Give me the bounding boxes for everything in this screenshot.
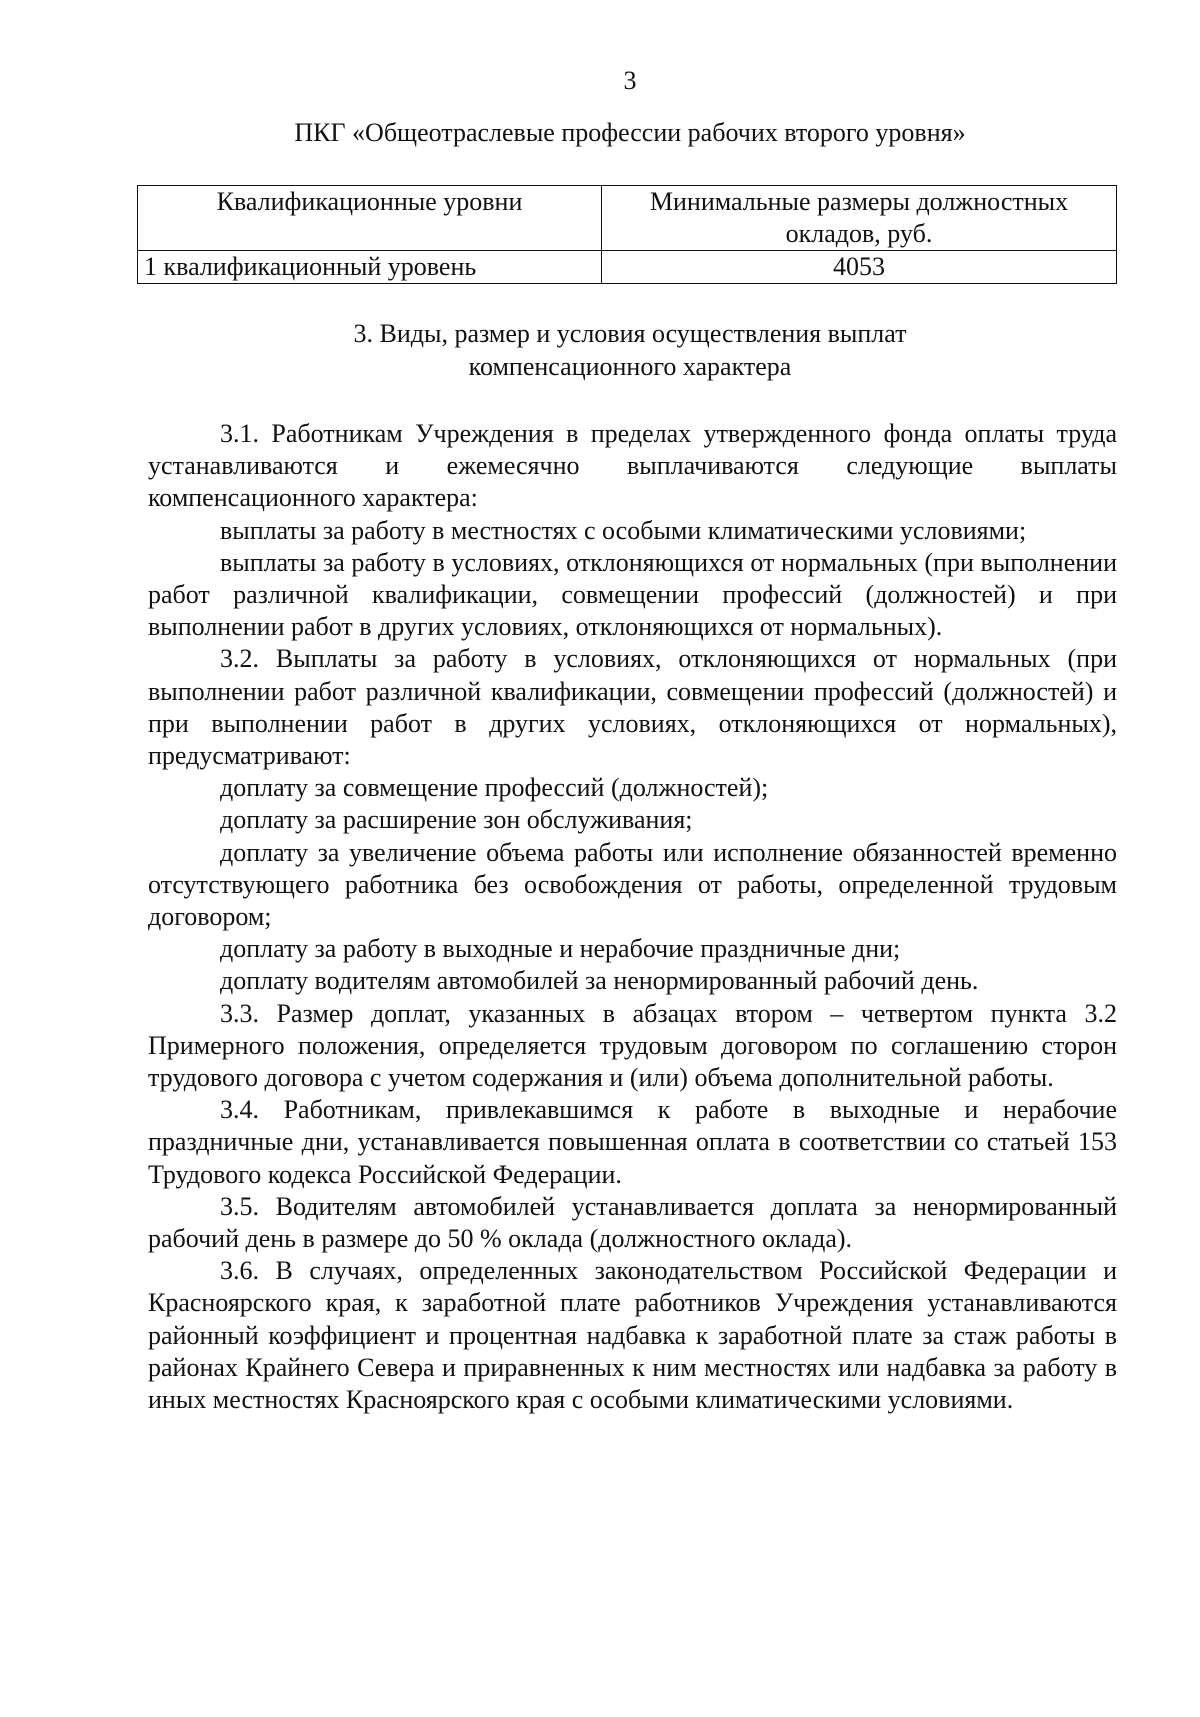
list-item: доплату водителям автомобилей за ненормированный рабочий день. — [220, 966, 979, 996]
section-heading-line-1: 3. Виды, размер и условия осуществления выплат — [353, 319, 907, 348]
table-cell-salary: 4053 — [602, 251, 1117, 284]
salary-table — [137, 185, 1117, 284]
list-item: доплату за расширение зон обслуживания; — [220, 805, 693, 835]
pkg-title: ПКГ «Общеотраслевые профессии рабочих второго уровня» — [294, 118, 966, 147]
paragraph-3-3: 3.3. Размер доплат, указанных в абзацах втором – четвертом пункта 3.2 Примерного положения, определяется трудовым договором по соглашению сторон трудового договора с учетом содержания и (или) объема дополнительной работы. — [148, 998, 1117, 1093]
column-header-levels: Квалификационные уровни — [138, 186, 602, 251]
table-row — [138, 251, 1117, 284]
table-header-row — [138, 186, 1117, 251]
page-number: 3 — [623, 66, 637, 95]
body-text — [148, 418, 1117, 1416]
list-item: выплаты за работу в условиях, отклоняющихся от нормальных (при выполнении работ различной квалификации, совмещении профессий (должностей) и при выполнении работ в других условиях, отклоняющихся от нормальных). — [148, 547, 1117, 642]
list-item: доплату за увеличение объема работы или исполнение обязанностей временно отсутствующего работника без освобождения от работы, определенной трудовым договором; — [148, 837, 1117, 932]
paragraph-3-6: 3.6. В случаях, определенных законодательством Российской Федерации и Красноярского края, к заработной плате работников Учреждения устанавливаются районный коэффициент и процентная надбавка к заработной плате за стаж работы в районах Крайнего Севера и приравненных к ним местностях или надбавка за работу в иных местностях Красноярского края с особыми климатическими условиями. — [148, 1256, 1117, 1415]
paragraph-3-5: 3.5. Водителям автомобилей устанавливается доплата за ненормированный рабочий день в размере до 50 % оклада (должностного оклада). — [148, 1191, 1117, 1254]
section-heading-line-2: компенсационного характера — [468, 352, 792, 381]
list-item: выплаты за работу в местностях с особыми климатическими условиями; — [220, 515, 1027, 545]
list-item: доплату за работу в выходные и нерабочие праздничные дни; — [220, 934, 901, 964]
paragraph-3-1: 3.1. Работникам Учреждения в пределах утвержденного фонда оплаты труда устанавливаются и ежемесячно выплачиваются следующие выплаты компенсационного характера: — [148, 419, 1117, 513]
paragraph-3-4: 3.4. Работникам, привлекавшимся к работе в выходные и нерабочие праздничные дни, устанавливается повышенная оплата в соответствии со статьей 153 Трудового кодекса Российской Федерации. — [148, 1095, 1117, 1189]
table-cell-level: 1 квалификационный уровень — [138, 251, 602, 284]
section-heading — [0, 317, 1200, 383]
list-item: доплату за совмещение профессий (должностей); — [220, 773, 769, 803]
column-header-salaries: Минимальные размеры должностных окладов, руб. — [602, 186, 1117, 251]
paragraph-3-2: 3.2. Выплаты за работу в условиях, отклоняющихся от нормальных (при выполнении работ различной квалификации, совмещении профессий (должностей) и при выполнении работ в других условиях, отклоняющихся от нормальных), предусматривают: — [148, 644, 1117, 771]
